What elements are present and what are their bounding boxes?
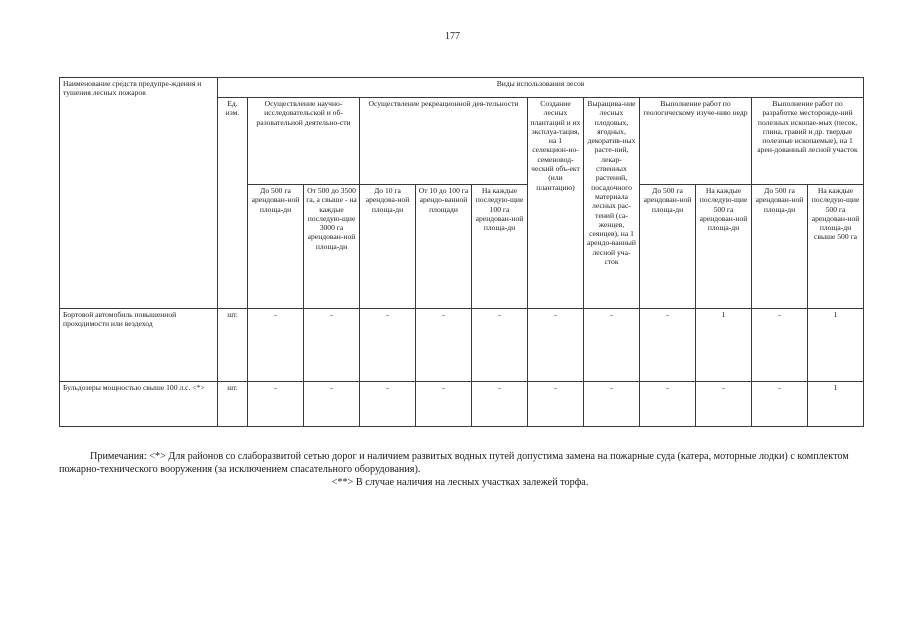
table-cell: 1 [808,382,864,427]
table-cell: 1 [808,309,864,382]
table-cell: - [360,309,416,382]
header-group-growing: Выращива-ние лесных плодовых, ягодных, декоратив-ных расте-ний, лекар-ственных растений, посадочного материала лесных рас-тений (са-женцев, сеянцев), на 1 арендо-ванный лесной уча-сток [584,98,640,309]
header-sub-geology-2: На каждые последую-щие 500 га арендован-ной площа-ди [696,185,752,309]
header-sub-science-2: От 500 до 3500 га, а свыше - на каждые последую-щие 3000 га арендован-ной площа-ди [304,185,360,309]
row-unit: шт. [218,309,248,382]
header-forest-use: Виды использования лесов [218,78,864,98]
table-cell: - [584,309,640,382]
row-name: Бортовой автомобиль повышенной проходимости или вездеход [60,309,218,382]
note-2: <**> В случае наличия на лесных участках залежей торфа. [331,477,589,488]
page-number: 177 [445,31,460,42]
header-sub-geology-1: До 500 га арендован-ной площа-ди [640,185,696,309]
header-name-column: Наименование средств предупре-ждения и тушения лесных пожаров [60,78,218,309]
header-group-geology: Выполнение работ по геологическому изуче-нию недр [640,98,752,185]
table-cell: - [248,382,304,427]
table-cell: - [528,309,584,382]
table-cell: - [752,382,808,427]
header-group-plantations: Создание лесных плантаций и их эксплуа-тация, на 1 селекцион-но-семеновод-ческий объ-ект (или плантацию) [528,98,584,309]
header-sub-minerals-1: До 500 га арендован-ной площа-ди [752,185,808,309]
table-cell: - [304,382,360,427]
note-1: Примечания: <*> Для районов со слаборазвитой сетью дорог и наличием развитых водных путей допустима замена на пожарные суда (катера, моторные лодки) с комплектом пожарно-технического вооружения (за исключением спасательного оборудования). [59,451,849,475]
notes [59,450,861,489]
table-cell: - [472,382,528,427]
table-cell: - [640,382,696,427]
table-cell: 1 [696,309,752,382]
header-sub-recreation-3: На каждые последую-щие 100 га арендован-ной площа-ди [472,185,528,309]
forest-fire-equipment-table [59,77,864,427]
table-cell: - [584,382,640,427]
table-cell: - [416,382,472,427]
row-name: Бульдозеры мощностью свыше 100 л.с. <*> [60,382,218,427]
table-cell: - [304,309,360,382]
header-sub-minerals-2: На каждые последую-щие 500 га арендован-ной площа-ди свыше 500 га [808,185,864,309]
header-group-recreation: Осуществление рекреационной дея-тельности [360,98,528,185]
table-cell: - [640,309,696,382]
table-cell: - [416,309,472,382]
header-row-1 [60,78,864,98]
header-sub-recreation-1: До 10 га арендова-ной площа-ди [360,185,416,309]
table-row [60,382,864,427]
table-cell: - [752,309,808,382]
header-group-science: Осуществление научно-исследовательской и об-разовательной деятельно-сти [248,98,360,185]
table-cell: - [360,382,416,427]
header-unit: Ед. изм. [218,98,248,309]
table-cell: - [248,309,304,382]
table-cell: - [696,382,752,427]
row-unit: шт. [218,382,248,427]
header-group-minerals: Выполнение работ по разработке месторожде-ний полезных ископае-мых (песок, глина, гравий и др. твердые полезные ископаемые), на 1 арен-дованный лесной участок [752,98,864,185]
table-cell: - [528,382,584,427]
header-sub-recreation-2: От 10 до 100 га арендо-ванной площади [416,185,472,309]
table-row [60,309,864,382]
header-sub-science-1: До 500 га арендован-ной площа-ди [248,185,304,309]
table-cell: - [472,309,528,382]
